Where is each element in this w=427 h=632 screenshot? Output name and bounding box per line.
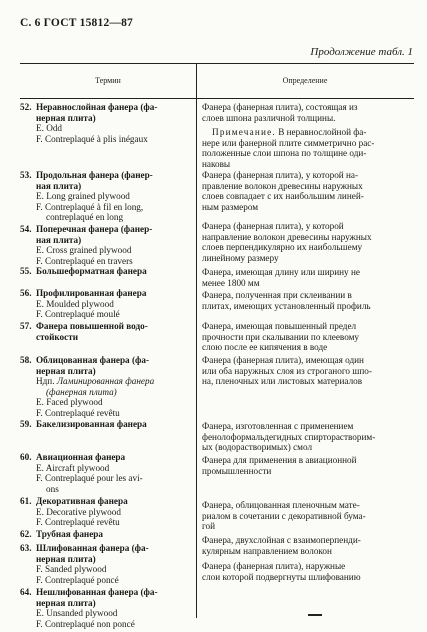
definition-60: Фанера для применения в авиационной промышленности [202, 455, 357, 476]
definition-59: Фанера, изготовленная с применением фенолоформальдегидных спирторастворим- ых (водорастворимых) смол [202, 421, 376, 453]
header-terms: Термин [95, 76, 121, 85]
definition-57: Фанера, имеющая повышенный предел прочности при скалывании по клеевому слою после ее кипячения в воде [202, 321, 360, 353]
term-61: 61. Декоративная фанера E. Decorative plywood F. Contreplaqué revêtu [20, 496, 128, 528]
note-title: Примечание. [212, 127, 276, 138]
empty-definition-dash [308, 614, 322, 616]
table-header [20, 63, 414, 99]
term-63: 63. Шлифованная фанера (фа- нерная плита) F. Sanded plywood F. Contreplaqué poncé [20, 543, 149, 585]
definition-56: Фанера, полученная при склеивании в плитах, имеющих установленный профиль [202, 290, 371, 311]
page-header: С. 6 ГОСТ 15812—87 [20, 17, 133, 29]
term-57: 57. Фанера повышенной водо- стойкости [20, 321, 148, 342]
term-60: 60. Авиационная фанера E. Aircraft plywood F. Contreplaqué pour les avi- ons [20, 452, 143, 494]
term-52: 52. Неравнослойная фанера (фа- нерная плита) E. Odd F. Contreplaqué à plis inégaux [20, 102, 158, 144]
term-54: 54. Поперечная фанера (фанер- ная плита) E. Cross grained plywood F. Contreplaqué en travers [20, 224, 153, 266]
definition-61: Фанера, облицованная пленочным мате- риалом в сочетании с декоративной бума- гой [202, 500, 366, 532]
definition-55: Фанера, имеющая длину или ширину не менее 1800 мм [202, 267, 360, 288]
definition-58: Фанера (фанерная плита), имеющая один или оба наружных слоя из строганого шпо- на, пленочных или листовых материалов [202, 355, 372, 387]
definition-52: Фанера (фанерная плита), состоящая из слоев шпона различной толщины. Примечание. В неравнослойной фа- нере или фанерной плите симметрично рас- положенные слои шпона по толщине оди- наковы [202, 102, 375, 169]
definition-54: Фанера (фанерная плита), у которой направление волокон древесины наружных слоев перпендикулярно их наибольшему линейному размеру [202, 221, 372, 263]
term-64: 64. Нешлифованная фанера (фа- нерная плита) E. Unsanded plywood F. Contreplaqué non poncé [20, 587, 158, 629]
header-definition: Определение [282, 76, 328, 85]
term-53: 53. Продольная фанера (фанер- ная плита) E. Long grained plywood F. Contreplaqué à fil en long, contreplaqué en long [20, 170, 153, 223]
definition-63: Фанера (фанерная плита), наружные слои которой подвергнуты шлифованию [202, 561, 361, 582]
terms-table [20, 63, 414, 629]
term-56: 56. Профилированная фанера E. Moulded plywood F. Contreplaqué moulé [20, 288, 147, 320]
term-62: 62. Трубная фанера [20, 529, 104, 539]
term-58: 58. Облицованная фанера (фа- нерная плита) Ндп. Ламинированная фанера (фанерная плита) E. Faced plywood F. Contreplaqué revêtu [20, 355, 155, 418]
definition-62: Фанера, двухслойная с взаимоперпенди- кулярным направлением волокон [202, 535, 361, 556]
term-59: 59. Бакелизированная фанера [20, 419, 147, 429]
term-55: 55. Большеформатная фанера [20, 266, 147, 276]
definition-53: Фанера (фанерная плита), у которой на- правление волокон древесины наружных слоев совпадает с их наибольшим линей- ным размером [202, 170, 364, 212]
ndp-label: Ндп. [36, 376, 55, 387]
continuation-note: Продолжение табл. 1 [310, 46, 413, 58]
column-divider [196, 63, 197, 618]
